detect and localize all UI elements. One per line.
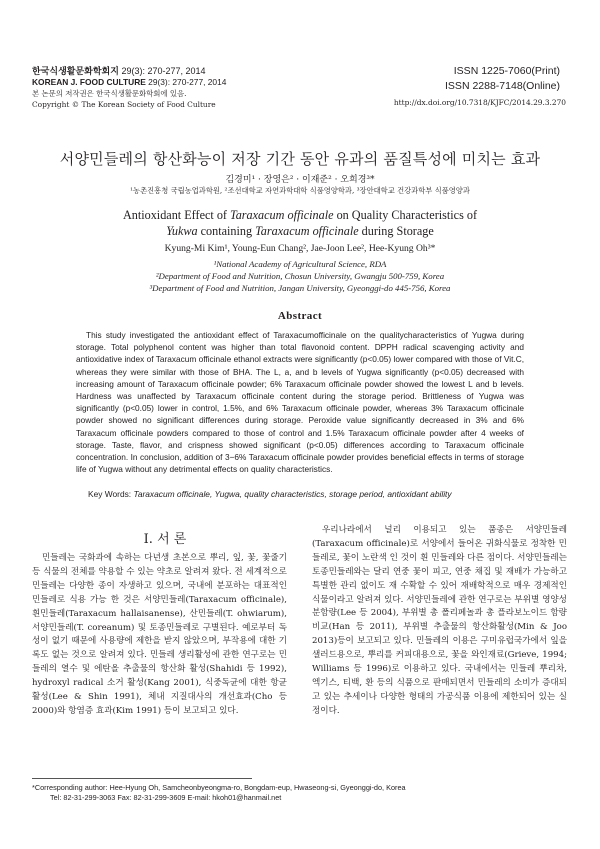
intro-right-column: [312, 524, 567, 719]
copyright-note: Copyright © The Korean Society of Food Culture: [32, 100, 216, 109]
journal-name-kr: 한국식생활문화학회지 29(3): 270-277, 2014: [32, 66, 206, 76]
issn-online: ISSN 2288-7148(Online): [445, 80, 560, 92]
corresponding-author-footnote: *Corresponding author: Hee-Hyung Oh, Samcheonbyeongma-ro, Bongdam-eup, Hwaseong-si, Gyeonggi-do, Korea Tel: 82-31-299-3063 Fax: 82-31-299-3609 E-mail: hkoh01@hanmail.net: [32, 783, 406, 803]
intro-paragraph: 우리나라에서 널리 이용되고 있는 품종은 서양민들레(Taraxacum officinale)로 서양에서 들어온 귀화식물로 정착한 민들레로, 꽃이 노란색 인 것이 흰 민들레와 다른 점이다. 서양민들레는 토종민들레와는 달리 연중 꽃이 피고, 연중 채집 및 재배가 가능하고 특별한 관리 없이도 재 수확할 수 있어 재배학적으로 매우 경제적인 식물이라고 알려져 있다. 서양민들레에 관한 연구로는 부위별 영양성분함량(Lee 등 2004), 부위별 총 폴리페놀과 총 플라보노이드 함량 비교(Han 등 2011), 부위별 추출물의 항산화활성(Min & Joo 2013)등이 보고되고 있다. 민들레의 이용은 구미유럽국가에서 잎을 샐러드용으로, 뿌리를 커피대용으로, 꽃을 와인재료(Grieve, 1994; Williams 등 1996)로 이용하고 있다. 국내에서는 민들레 뿌리차, 엑기스, 티백, 환 등의 식품으로 판매되면서 민들레의 소비가 증대되고 있는 추세이나 다양한 형태의 가공식품 이용에 제한되어 있는 실정이다.: [312, 525, 567, 716]
abstract-text: This study investigated the antioxidant effect of Taraxacumofficinale on the qualitycharacteristics of Yugwa during storage. Total polyphenol content was higher than total flavonoid content. DPPH radical scavenging activity and antioxidative index of Taraxacum officinale ethanol extracts were significantly (p<0.05) lower compared with those of Vit.C, whereas they were similar with those of BHA. The L, a, and b levels of Yugwa significantly (p<0.05) decreased with increasing amount of Taraxacum officinale powder; 6% Taraxacum officinale powder showed the lowest L and b levels. Hardness was unaffected by Taraxacum officinale content during the storage period. Brittleness of Yugwa was significantly (p<0.05) lower in control, 1.5%, and 6% Taraxacum officinale powder, whereas 3% Taraxacum officinale powder showed no significant differences during storage. Peroxide value significantly decreased in 3% and 6% Taraxacum officinale powders compared to those of control and 1.5% Taraxacum officinale powder after 4 weeks of storage. Taste, flavor, and crispness showed significant (p<0.05) differences according to Taraxacum officinale concentration. In conclusion, addition of 3−6% Taraxacum officinale powder provides beneficial effects in terms of storage life of Yugwa without any detrimental effects on quality characteristics.: [76, 330, 524, 475]
affiliations-kr: ¹농촌진흥청 국립농업과학원, ²조선대학교 자연과학대학 식품영양학과, ³장안대학교 건강과학부 식품영양과: [130, 186, 470, 195]
journal-header: [32, 66, 226, 110]
title-en: Antioxidant Effect of Taraxacum officinale on Quality Characteristics of Yukwa containing Taraxacum officinale during Storage: [122, 208, 478, 238]
section-title-intro: I. 서 론: [143, 532, 187, 547]
keywords: Key Words: Taraxacum officinale, Yugwa, quality characteristics, storage period, antioxidant ability: [88, 489, 452, 499]
authors-en: Kyung-Mi Kim¹, Young-Eun Chang², Jae-Joon Lee², Hee-Kyung Oh³*: [164, 243, 436, 254]
intro-paragraph: 민들레는 국화과에 속하는 다년생 초본으로 뿌리, 잎, 꽃, 꽃줄기 등 식물의 전체를 약용할 수 있는 약초로 알려져 왔다. 전 세계적으로 민들레는 다양한 종이 자생하고 있으며, 국내에 분포하는 대표적인 민들레로 식용 가능 한 것은 서양민들레(Taraxacum officinale), 흰민들레(Taraxacum hallaisanense), 산민들레(T. ohwiarum), 서양민들레(T. coreanum) 및 토종민들레로 구별된다. 예로부터 독성이 없기 때문에 사용량에 제한을 받지 않았으며, 부작용에 대한 기록도 없는 것으로 알려져 있다. 민들레 생리활성에 관한 연구로는 민들레의 열수 및 에탄올 추출물의 항산화 활성(Shahidi 등 1992), hydroxyl radical 소거 활성(Kang 2001), 식중독균에 대한 항균활성(Lee & Shin 1991), 체내 지질대사의 개선효과(Cho 등 2000)와 항염증 효과(Kim 1991) 등이 보고되고 있다.: [32, 553, 287, 716]
affiliations-en: ¹National Academy of Agricultural Science, RDA ²Department of Food and Nutrition, Chosun University, Gwangju 500-759, Korea ³Department of Food and Nutrition, Jangan University, Gyeonggi-do 445-756, Korea: [149, 259, 451, 293]
title-kr: 서양민들레의 항산화능이 저장 기간 동안 유과의 품질특성에 미치는 효과: [59, 150, 541, 168]
abstract-heading: Abstract: [277, 310, 323, 322]
issn-print: ISSN 1225-7060(Print): [453, 65, 560, 77]
doi-link[interactable]: http://dx.doi.org/10.7318/KJFC/2014.29.3.270: [393, 98, 566, 107]
journal-name-en: KOREAN J. FOOD CULTURE 29(3): 270-277, 2014: [32, 77, 227, 87]
footnote-rule: [32, 778, 252, 779]
abstract-body: [76, 329, 524, 475]
issn-block: [445, 64, 560, 94]
intro-left-column: [32, 552, 287, 719]
authors-kr: 김경미¹ · 장영은² · 이재준² · 오희경³*: [225, 175, 375, 185]
permission-note: 본 논문의 저작권은 한국식생활문화학회에 있음.: [32, 89, 187, 98]
